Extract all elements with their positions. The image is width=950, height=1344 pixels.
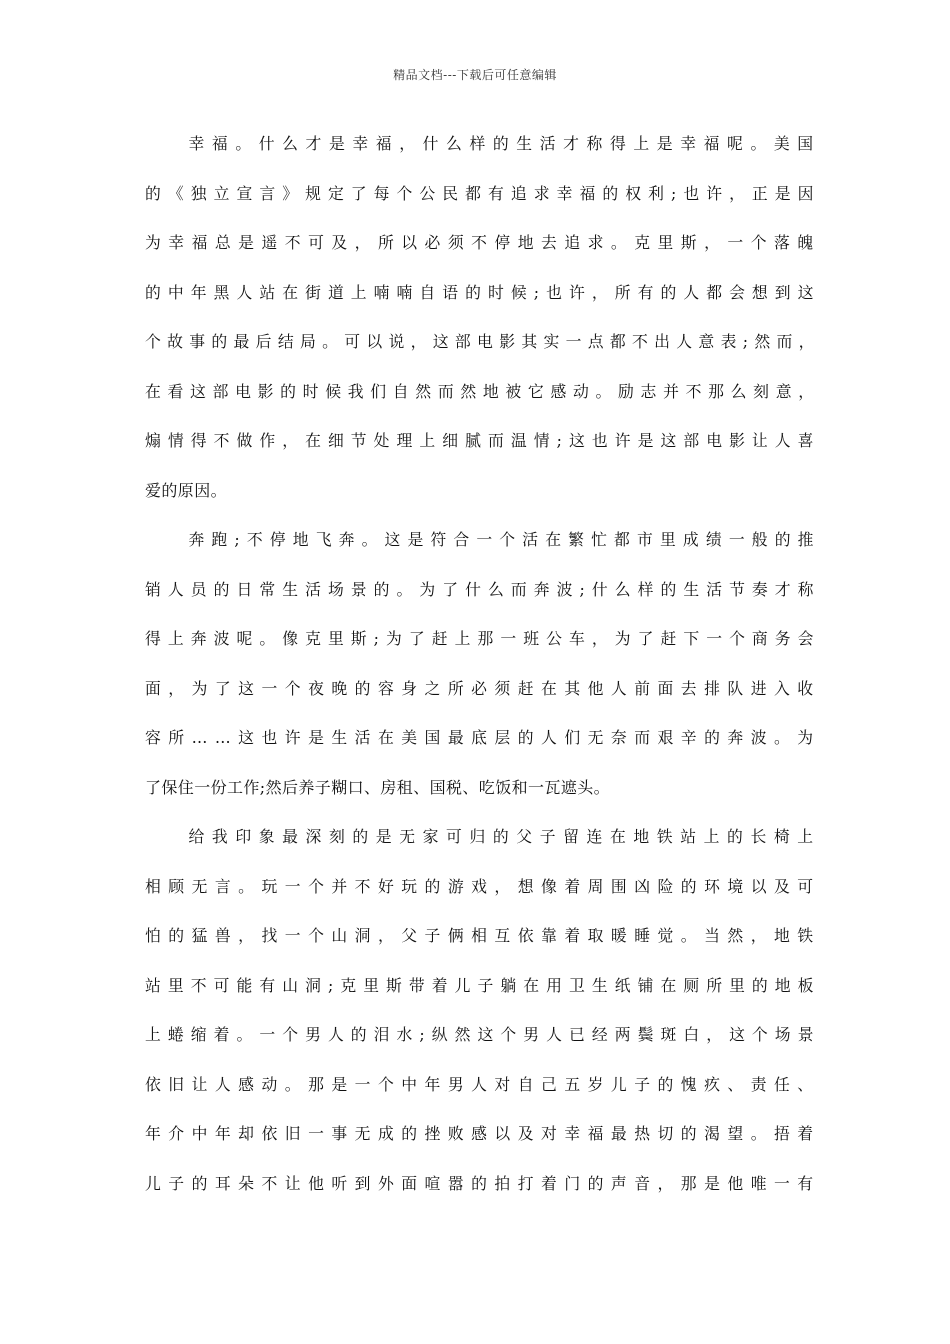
page-header: 精品文档---下载后可任意编辑 <box>393 68 557 82</box>
text-line: 相顾无言。玩一个并不好玩的游戏，想像着周围凶险的环境以及可 <box>145 876 821 896</box>
text-line: 上蜷缩着。一个男人的泪水;纵然这个男人已经两鬓斑白，这个场景 <box>145 1025 821 1044</box>
paragraph-1 <box>145 131 821 527</box>
text-line: 个故事的最后结局。可以说，这部电影其实一点都不出人意表;然而， <box>145 332 821 351</box>
text-line: 的中年黑人站在街道上喃喃自语的时候;也许，所有的人都会想到这 <box>145 282 821 302</box>
document-body <box>145 131 821 1220</box>
text-line: 面，为了这一个夜晚的容身之所必须赶在其他人前面去排队进入收 <box>145 678 821 698</box>
text-line: 幸福。什么才是幸福，什么样的生活才称得上是幸福呢。美国 <box>188 134 821 153</box>
text-line: 怕的猛兽，找一个山洞，父子俩相互依靠着取暖睡觉。当然，地铁 <box>145 926 821 945</box>
text-line: 依旧让人感动。那是一个中年男人对自己五岁儿子的愧疚、责任、 <box>145 1074 821 1094</box>
text-line: 爱的原因。 <box>145 480 228 500</box>
text-line: 了保住一份工作;然后养子糊口、房租、国税、吃饭和一瓦遮头。 <box>145 777 610 797</box>
text-line: 得上奔波呢。像克里斯;为了赶上那一班公车，为了赶下一个商务会 <box>145 629 821 648</box>
text-line: 煽情得不做作，在细节处理上细腻而温情;这也许是这部电影让人喜 <box>145 431 821 450</box>
text-line: 站里不可能有山洞;克里斯带着儿子躺在用卫生纸铺在厕所里的地板 <box>145 975 821 995</box>
text-line: 奔跑;不停地飞奔。这是符合一个活在繁忙都市里成绩一般的推 <box>188 530 821 549</box>
text-line: 销人员的日常生活场景的。为了什么而奔波;什么样的生活节奏才称 <box>145 579 821 599</box>
text-line: 年介中年却依旧一事无成的挫败感以及对幸福最热切的渴望。捂着 <box>145 1124 821 1143</box>
text-line: 的《独立宣言》规定了每个公民都有追求幸福的权利;也许，正是因 <box>145 183 821 203</box>
paragraph-2 <box>145 527 821 824</box>
text-line: 容所……这也许是生活在美国最底层的人们无奈而艰辛的奔波。为 <box>145 728 821 747</box>
paragraph-3 <box>145 824 821 1220</box>
text-line: 给我印象最深刻的是无家可归的父子留连在地铁站上的长椅上 <box>188 827 821 846</box>
text-line: 为幸福总是遥不可及，所以必须不停地去追求。克里斯，一个落魄 <box>145 233 821 252</box>
text-line: 在看这部电影的时候我们自然而然地被它感动。励志并不那么刻意， <box>145 381 821 401</box>
text-line: 儿子的耳朵不让他听到外面喧嚣的拍打着门的声音，那是他唯一有 <box>145 1173 821 1193</box>
